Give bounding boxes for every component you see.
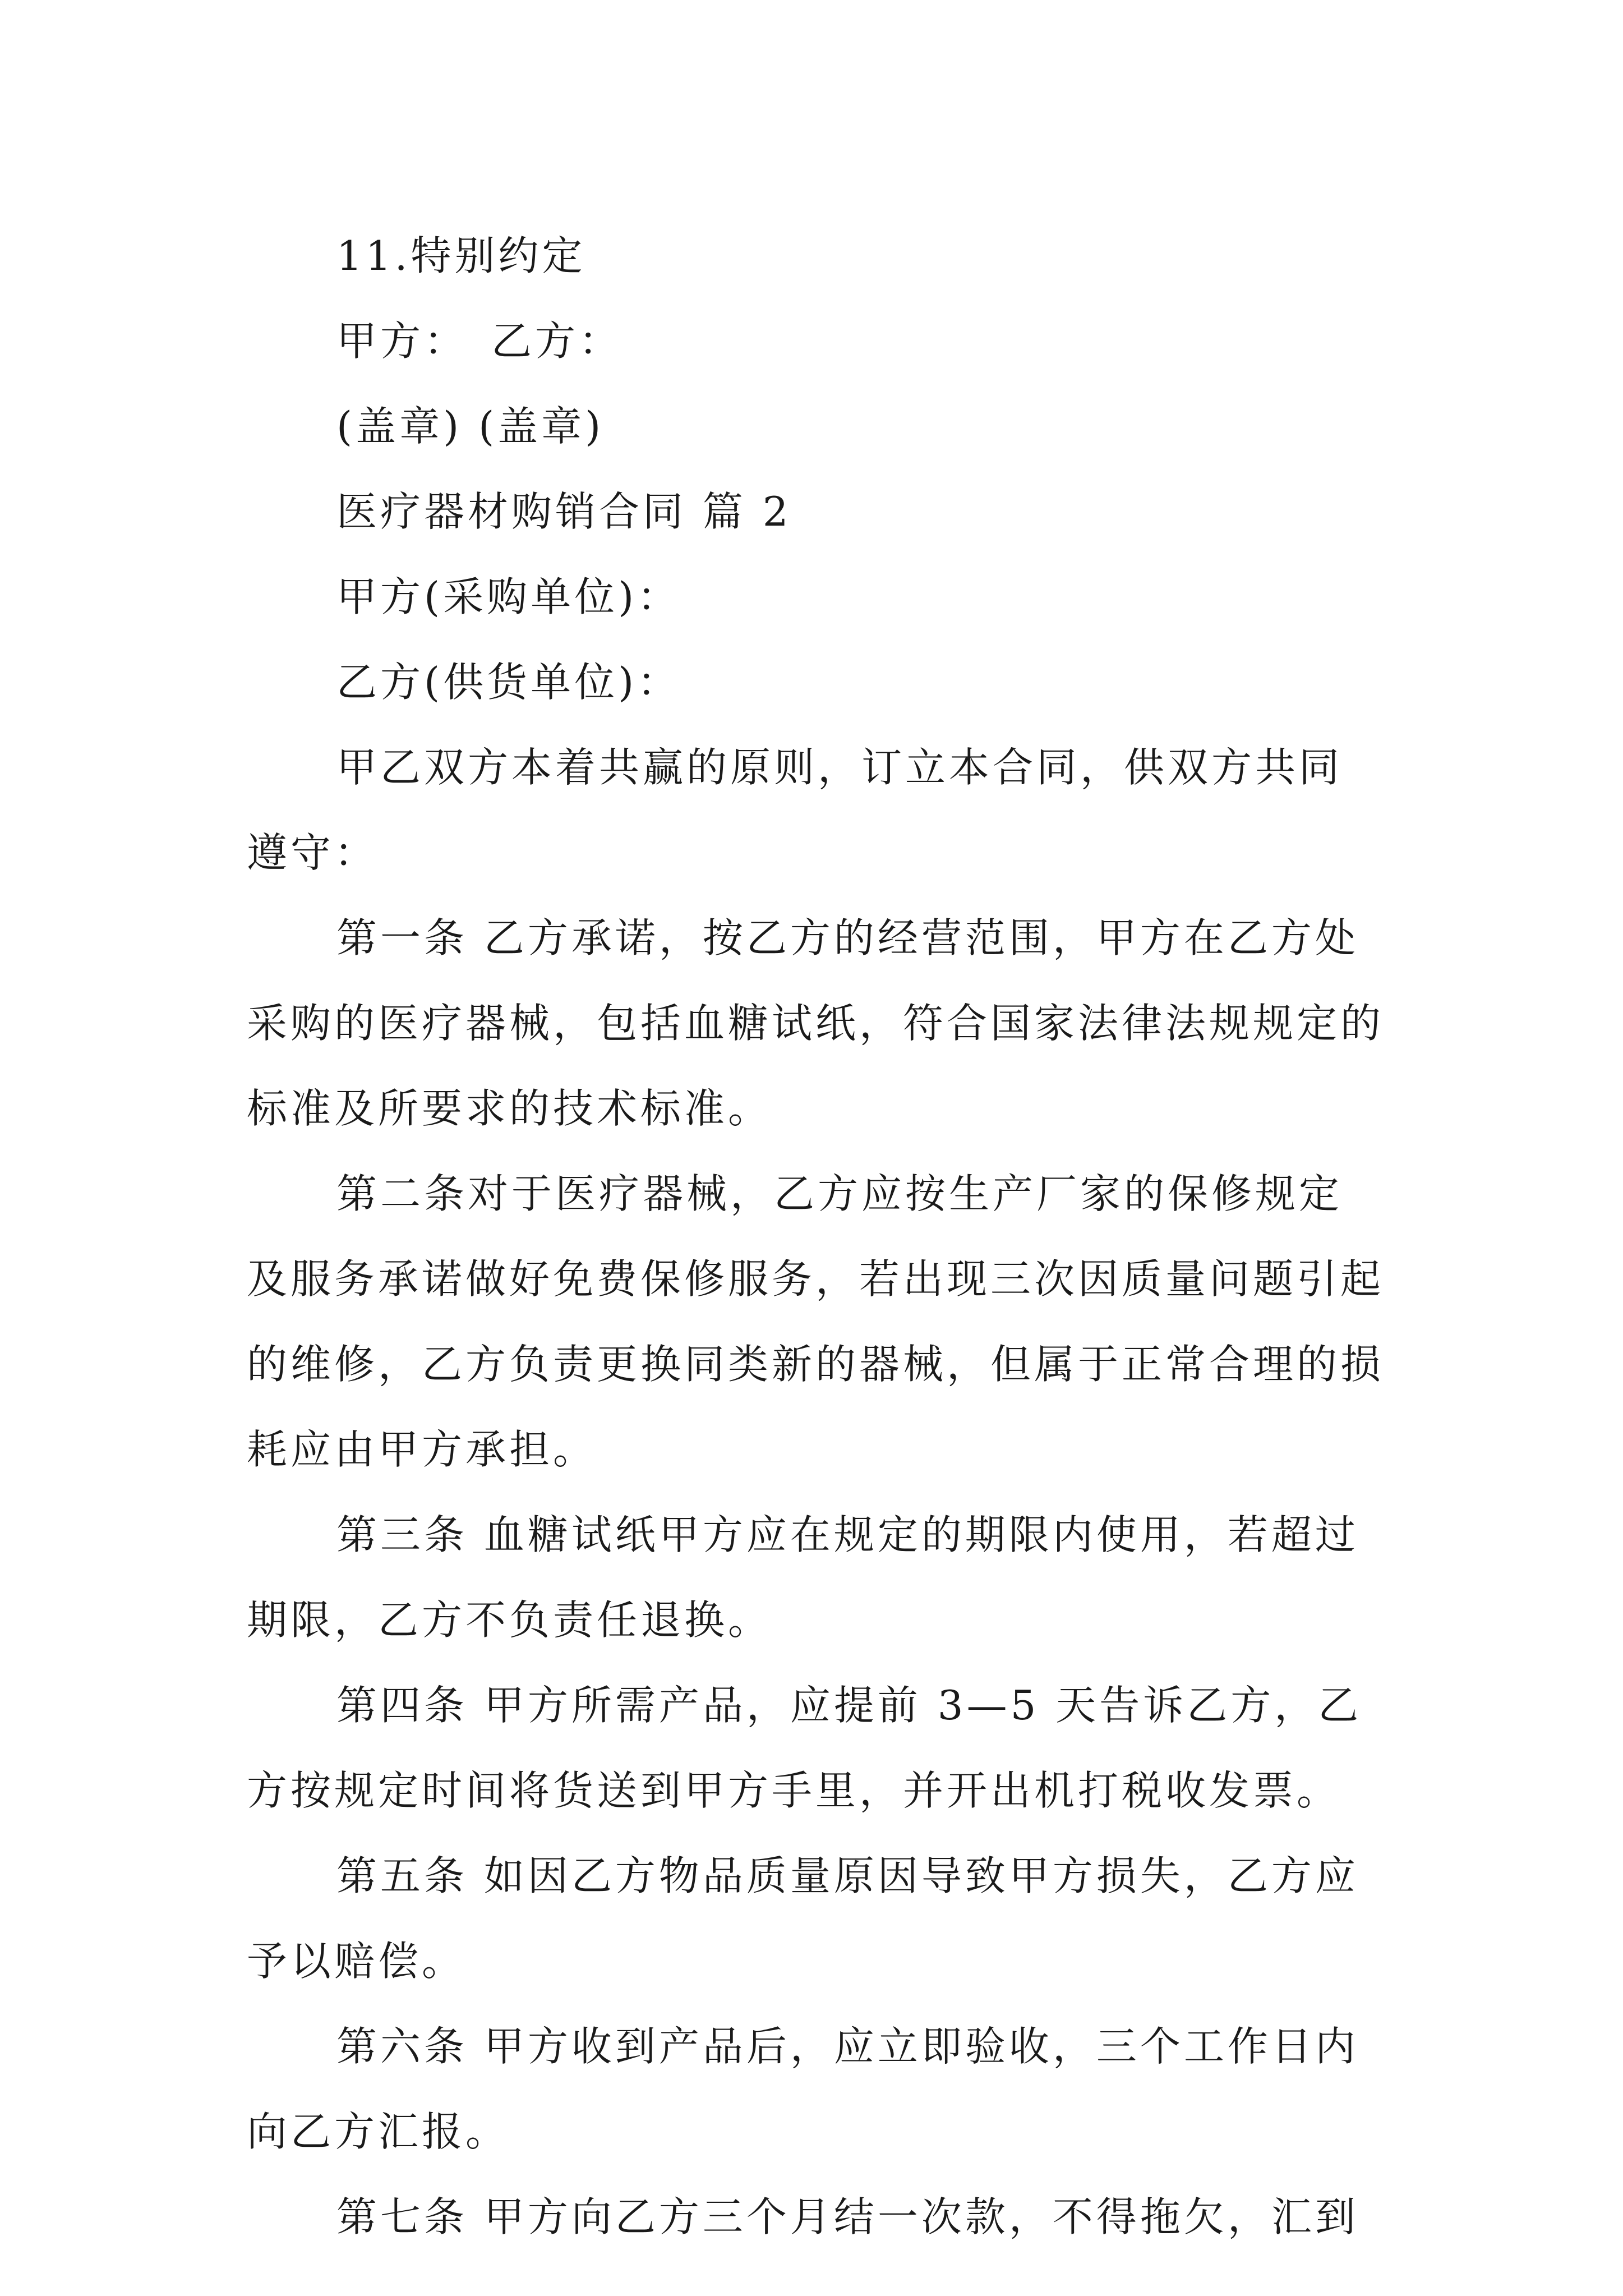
article-1-paragraph: 第一条 乙方承诺，按乙方的经营范围，甲方在乙方处采购的医疗器械，包括血糖试纸，符合国家法律法规规定的标准及所要求的技术标准。	[247, 914, 1385, 1132]
contract-title: 医疗器材购销合同 篇 2	[336, 488, 792, 535]
article-4-paragraph: 第四条 甲方所需产品，应提前 3—5 天告诉乙方，乙方按规定时间将货送到甲方手里，并开出机打税收发票。	[247, 1682, 1362, 1814]
party-a-line: 甲方(采购单位)：	[336, 573, 681, 620]
document-page	[247, 213, 1385, 2260]
article-5-paragraph: 第五条 如因乙方物品质量原因导致甲方损失，乙方应予以赔偿。	[247, 1852, 1359, 1985]
preamble-paragraph: 甲乙双方本着共赢的原则，订立本合同，供双方共同遵守：	[247, 744, 1343, 876]
seal-line: (盖章) (盖章)	[336, 403, 605, 450]
article-2-paragraph: 第二条对于医疗器械，乙方应按生产厂家的保修规定及服务承诺做好免费保修服务，若出现三次因质量问题引起的维修，乙方负责更换同类新的器械，但属于正常合理的损耗应由甲方承担。	[247, 1170, 1385, 1473]
party-b-line: 乙方(供货单位)：	[336, 659, 681, 706]
special-agreement-heading: 11.特别约定	[336, 232, 586, 279]
article-7-paragraph: 第七条 甲方向乙方三个月结一次款，不得拖欠，汇到	[336, 2193, 1359, 2240]
article-6-paragraph: 第六条 甲方收到产品后，应立即验收，三个工作日内向乙方汇报。	[247, 2023, 1359, 2155]
party-signature-line: 甲方： 乙方：	[336, 318, 623, 365]
article-3-paragraph: 第三条 血糖试纸甲方应在规定的期限内使用，若超过期限，乙方不负责任退换。	[247, 1511, 1359, 1644]
